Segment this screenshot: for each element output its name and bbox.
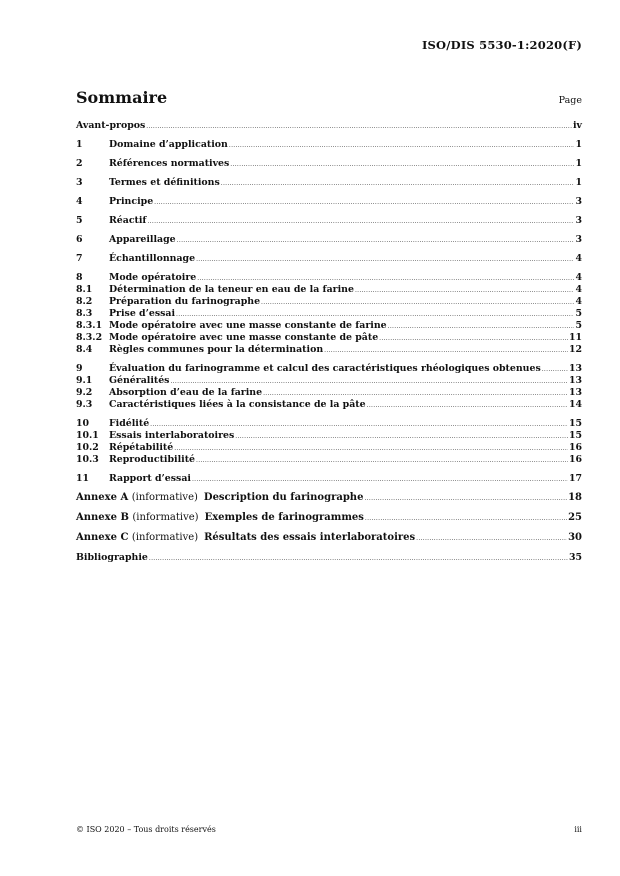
annex-designation xyxy=(76,532,198,544)
dot-leader xyxy=(365,513,567,525)
toc-entry-number: 10.2 xyxy=(76,442,99,453)
toc-entry-page: 25 xyxy=(568,512,582,523)
toc-entry-number: 10.1 xyxy=(76,430,99,441)
toc-entry[interactable] xyxy=(76,332,582,344)
toc-entry-page: 15 xyxy=(568,418,582,429)
dot-leader xyxy=(324,345,568,356)
toc-entry-page: 14 xyxy=(568,399,582,410)
dot-leader xyxy=(542,364,568,375)
annex-label: Annexe C xyxy=(76,532,129,543)
toc-entry-title: Échantillonnage xyxy=(109,253,196,264)
annex-type: (informative) xyxy=(132,512,199,523)
toc-entry-page: 3 xyxy=(575,215,582,226)
title-row xyxy=(76,88,582,107)
toc-entry-number: 9 xyxy=(76,363,83,374)
toc-entry[interactable] xyxy=(76,387,582,399)
toc-entry-number: 10.3 xyxy=(76,454,99,465)
annex-designation xyxy=(76,512,199,524)
toc-entry-number: 9.2 xyxy=(76,387,93,398)
toc-entry-page: 35 xyxy=(568,552,582,563)
toc-entry-page: 16 xyxy=(568,454,582,465)
toc-entry-number: 11 xyxy=(76,473,90,484)
toc-entry-title: Détermination de la teneur en eau de la farine xyxy=(109,284,354,295)
toc-entry-number: 1 xyxy=(76,139,83,150)
annex-entries xyxy=(76,492,582,545)
toc-entry-page: 11 xyxy=(568,332,582,343)
toc-entry-title: Évaluation du farinogramme et calcul des caractéristiques rhéologiques obtenues xyxy=(109,363,541,374)
dot-leader xyxy=(170,376,567,387)
toc-entry-title: Appareillage xyxy=(109,234,176,245)
dot-leader xyxy=(229,140,575,151)
toc-entry-title: Réactif xyxy=(109,215,147,226)
page-title: Sommaire xyxy=(76,88,168,107)
dot-leader xyxy=(221,178,575,189)
toc-entry-title: Termes et définitions xyxy=(109,177,220,188)
toc-entry-title: Résultats des essais interlaboratoires xyxy=(204,532,416,543)
toc-entry[interactable] xyxy=(76,430,582,442)
toc-entry-title: Préparation du farinographe xyxy=(109,296,261,307)
toc-entry-annex[interactable] xyxy=(76,532,582,545)
toc-entry[interactable] xyxy=(76,215,582,227)
dot-leader xyxy=(174,443,568,454)
toc-entry-title: Principe xyxy=(109,196,154,207)
toc-entry-title: Références normatives xyxy=(109,158,230,169)
toc-entry[interactable] xyxy=(76,296,582,308)
toc-entry[interactable] xyxy=(76,442,582,454)
toc-entry-page: 4 xyxy=(575,253,582,264)
toc-entry-annex[interactable] xyxy=(76,512,582,525)
toc-entry-page: 15 xyxy=(568,430,582,441)
toc-entry[interactable] xyxy=(76,308,582,320)
toc-entries xyxy=(76,120,582,485)
toc-entry-page: 1 xyxy=(575,139,582,150)
toc-entry-title: Fidélité xyxy=(109,418,150,429)
toc-entry[interactable] xyxy=(76,272,582,284)
toc-entry[interactable] xyxy=(76,344,582,356)
toc-entry-number: 9.1 xyxy=(76,375,93,386)
dot-leader xyxy=(379,333,568,344)
dot-leader xyxy=(196,455,568,466)
toc-entry-title: Mode opératoire avec une masse constante de farine xyxy=(109,320,387,331)
toc-entry[interactable] xyxy=(76,284,582,296)
toc-entry-title: Rapport d’essai xyxy=(109,473,191,484)
toc-entry-page: 12 xyxy=(568,344,582,355)
toc-entry-title: Description du farinographe xyxy=(203,492,364,503)
toc-entry-page: 5 xyxy=(575,320,582,331)
annex-label: Annexe B xyxy=(76,512,129,523)
toc-entry-title: Généralités xyxy=(109,375,170,386)
toc-entry[interactable] xyxy=(76,473,582,485)
dot-leader xyxy=(192,474,568,485)
toc-entry-page: 4 xyxy=(575,272,582,283)
toc-entry-number: 8.3.2 xyxy=(76,332,103,343)
toc-entry-number: 5 xyxy=(76,215,83,226)
toc-entry[interactable] xyxy=(76,363,582,375)
toc-entry-title: Absorption d’eau de la farine xyxy=(109,387,263,398)
toc-entry-page: 16 xyxy=(568,442,582,453)
toc-entry[interactable] xyxy=(76,454,582,466)
dot-leader xyxy=(388,321,575,332)
toc-entry-page: 1 xyxy=(575,158,582,169)
toc-entry-number: 4 xyxy=(76,196,83,207)
toc-entry-page: 13 xyxy=(568,387,582,398)
dot-leader xyxy=(235,431,568,442)
toc-entry-number: 9.3 xyxy=(76,399,93,410)
copyright-notice: © ISO 2020 – Tous droits réservés xyxy=(76,825,216,834)
toc-entry-title: Mode opératoire xyxy=(109,272,197,283)
toc-entry-page: 4 xyxy=(575,296,582,307)
toc-entry-title: Exemples de farinogrammes xyxy=(204,512,364,523)
dot-leader xyxy=(149,553,568,564)
dot-leader xyxy=(197,273,574,284)
table-of-contents xyxy=(76,120,582,564)
toc-entry-page: 13 xyxy=(568,363,582,374)
toc-entry-title: Règles communes pour la détermination xyxy=(109,344,324,355)
toc-entry-number: 6 xyxy=(76,234,83,245)
toc-entry-annex[interactable] xyxy=(76,492,582,505)
toc-entry-title: Essais interlaboratoires xyxy=(109,430,235,441)
toc-entry-page: 3 xyxy=(575,234,582,245)
toc-entry-number: 8.4 xyxy=(76,344,93,355)
toc-entry-number: 8.1 xyxy=(76,284,93,295)
toc-entry[interactable] xyxy=(76,375,582,387)
page-footer xyxy=(76,825,582,834)
dot-leader xyxy=(367,400,568,411)
toc-entry-number: 8.3 xyxy=(76,308,93,319)
toc-entry-page: 30 xyxy=(568,532,582,543)
toc-entry-page: 4 xyxy=(575,284,582,295)
toc-entry-bibliography[interactable] xyxy=(76,552,582,564)
toc-entry-number: 7 xyxy=(76,253,83,264)
toc-entry[interactable] xyxy=(76,177,582,189)
toc-entry[interactable] xyxy=(76,253,582,265)
toc-entry-page: 3 xyxy=(575,196,582,207)
toc-entry[interactable] xyxy=(76,234,582,246)
toc-entry[interactable] xyxy=(76,320,582,332)
dot-leader xyxy=(177,235,575,246)
dot-leader xyxy=(355,285,575,296)
annex-type: (informative) xyxy=(131,532,199,543)
dot-leader xyxy=(230,159,574,170)
toc-entry-page: 17 xyxy=(568,473,582,484)
toc-entry-title: Avant-propos xyxy=(76,120,146,131)
toc-entry-title: Mode opératoire avec une masse constante de pâte xyxy=(109,332,379,343)
toc-entry-page: 13 xyxy=(568,375,582,386)
toc-entry[interactable] xyxy=(76,158,582,170)
toc-entry-title: Reproductibilité xyxy=(109,454,196,465)
toc-entry[interactable] xyxy=(76,139,582,151)
dot-leader xyxy=(176,309,574,320)
dot-leader xyxy=(261,297,574,308)
toc-entry[interactable] xyxy=(76,120,582,132)
document-identifier: ISO/DIS 5530-1:2020(F) xyxy=(421,38,582,52)
toc-entry[interactable] xyxy=(76,399,582,411)
dot-leader xyxy=(196,254,574,265)
toc-entry-title: Bibliographie xyxy=(76,552,148,563)
toc-entry-page: 18 xyxy=(568,492,582,503)
annex-label: Annexe A xyxy=(76,492,129,503)
dot-leader xyxy=(154,197,574,208)
toc-entry-number: 3 xyxy=(76,177,83,188)
toc-entry-number: 2 xyxy=(76,158,83,169)
dot-leader xyxy=(263,388,568,399)
page-number: iii xyxy=(574,825,582,834)
toc-entry-number: 8 xyxy=(76,272,83,283)
toc-entry-number: 8.3.1 xyxy=(76,320,103,331)
toc-entry[interactable] xyxy=(76,196,582,208)
toc-entry-title: Domaine d’application xyxy=(109,139,228,150)
dot-leader xyxy=(150,419,568,430)
toc-entry-title: Répétabilité xyxy=(109,442,174,453)
dot-leader xyxy=(364,493,567,505)
annex-designation xyxy=(76,492,198,504)
annex-type: (informative) xyxy=(131,492,198,503)
toc-entry-title: Prise d’essai xyxy=(109,308,176,319)
page-column-label: Page xyxy=(558,95,582,106)
toc-entry[interactable] xyxy=(76,418,582,430)
toc-entry-page: 1 xyxy=(575,177,582,188)
toc-entry-title: Caractéristiques liées à la consistance de la pâte xyxy=(109,399,366,410)
dot-leader xyxy=(416,533,567,545)
dot-leader xyxy=(146,121,572,132)
toc-entry-page: 5 xyxy=(575,308,582,319)
toc-entry-number: 10 xyxy=(76,418,90,429)
toc-entry-number: 8.2 xyxy=(76,296,93,307)
dot-leader xyxy=(147,216,574,227)
toc-entry-page: iv xyxy=(572,120,582,131)
